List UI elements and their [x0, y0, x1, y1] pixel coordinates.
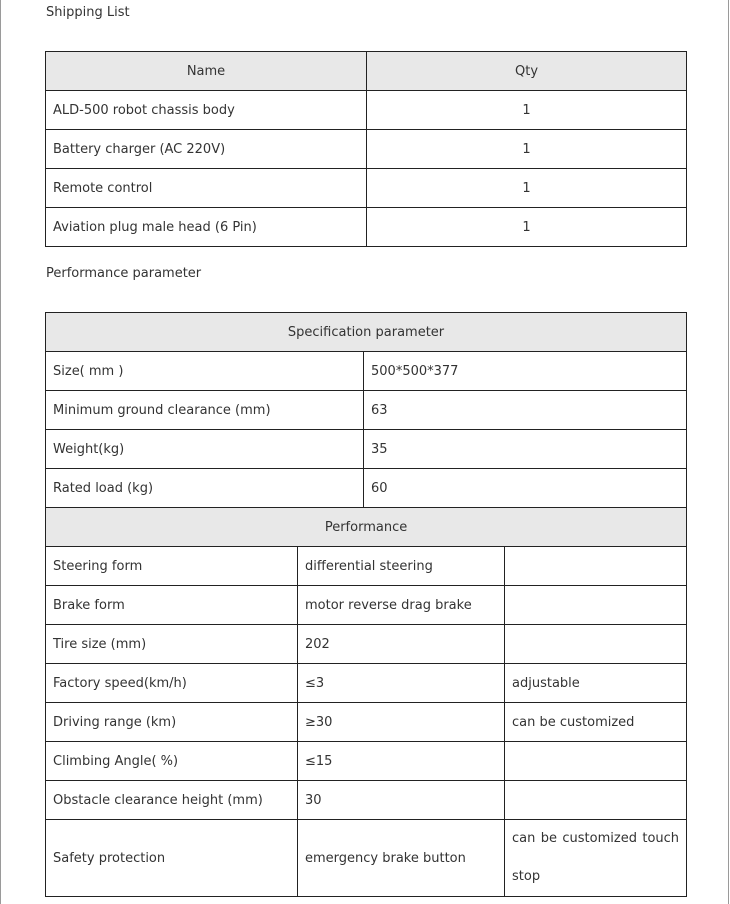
table-row: [46, 586, 687, 625]
perf-label: Tire size (mm): [46, 625, 298, 664]
perf-label: Climbing Angle( %): [46, 742, 298, 781]
item-qty: 1: [367, 130, 687, 169]
column-header-name: Name: [46, 52, 367, 91]
perf-note: [505, 586, 687, 625]
table-row: [46, 91, 687, 130]
table-row: [46, 169, 687, 208]
item-qty: 1: [367, 208, 687, 247]
perf-note: [505, 781, 687, 820]
table-row: [46, 625, 687, 664]
section-header-row: [46, 508, 687, 547]
perf-value: ≥30: [298, 703, 505, 742]
performance-header: Performance: [46, 508, 687, 547]
table-header-row: [46, 52, 687, 91]
specification-parameter-header: Specification parameter: [46, 313, 687, 352]
specification-table: [45, 312, 687, 897]
table-row: [46, 820, 687, 897]
spec-label: Size( mm ): [46, 352, 364, 391]
table-row: [46, 469, 687, 508]
perf-note-line-1: can be customized touch: [512, 831, 680, 846]
table-row: [46, 208, 687, 247]
table-row: [46, 430, 687, 469]
spec-label: Weight(kg): [46, 430, 364, 469]
perf-note: [505, 625, 687, 664]
table-row: [46, 781, 687, 820]
page-edge-left: [0, 0, 1, 904]
page-edge-right: [728, 0, 729, 904]
perf-label: Steering form: [46, 547, 298, 586]
perf-label: Factory speed(km/h): [46, 664, 298, 703]
perf-note: can be customized: [505, 703, 687, 742]
perf-note: adjustable: [505, 664, 687, 703]
spec-value: 63: [364, 391, 687, 430]
perf-note: [505, 820, 687, 897]
table-row: [46, 742, 687, 781]
perf-label: Brake form: [46, 586, 298, 625]
perf-value: 30: [298, 781, 505, 820]
spec-value: 60: [364, 469, 687, 508]
item-name: Battery charger (AC 220V): [46, 130, 367, 169]
table-row: [46, 664, 687, 703]
shipping-list-heading: Shipping List: [46, 5, 130, 20]
perf-value: emergency brake button: [298, 820, 505, 897]
perf-value: 202: [298, 625, 505, 664]
perf-value: differential steering: [298, 547, 505, 586]
table-row: [46, 391, 687, 430]
perf-value: ≤15: [298, 742, 505, 781]
perf-note: [505, 742, 687, 781]
perf-label: Driving range (km): [46, 703, 298, 742]
table-row: [46, 703, 687, 742]
perf-note-line-2: stop: [512, 869, 541, 884]
spec-label: Minimum ground clearance (mm): [46, 391, 364, 430]
table-row: [46, 130, 687, 169]
perf-value: motor reverse drag brake: [298, 586, 505, 625]
spec-value: 500*500*377: [364, 352, 687, 391]
perf-value: ≤3: [298, 664, 505, 703]
column-header-qty: Qty: [367, 52, 687, 91]
perf-label: Safety protection: [46, 820, 298, 897]
item-name: ALD-500 robot chassis body: [46, 91, 367, 130]
table-row: [46, 547, 687, 586]
item-qty: 1: [367, 91, 687, 130]
table-row: [46, 352, 687, 391]
item-name: Remote control: [46, 169, 367, 208]
section-header-row: [46, 313, 687, 352]
shipping-list-table: [45, 51, 687, 247]
item-name: Aviation plug male head (6 Pin): [46, 208, 367, 247]
spec-value: 35: [364, 430, 687, 469]
perf-note: [505, 547, 687, 586]
spec-label: Rated load (kg): [46, 469, 364, 508]
item-qty: 1: [367, 169, 687, 208]
performance-parameter-heading: Performance parameter: [46, 266, 202, 281]
perf-label: Obstacle clearance height (mm): [46, 781, 298, 820]
